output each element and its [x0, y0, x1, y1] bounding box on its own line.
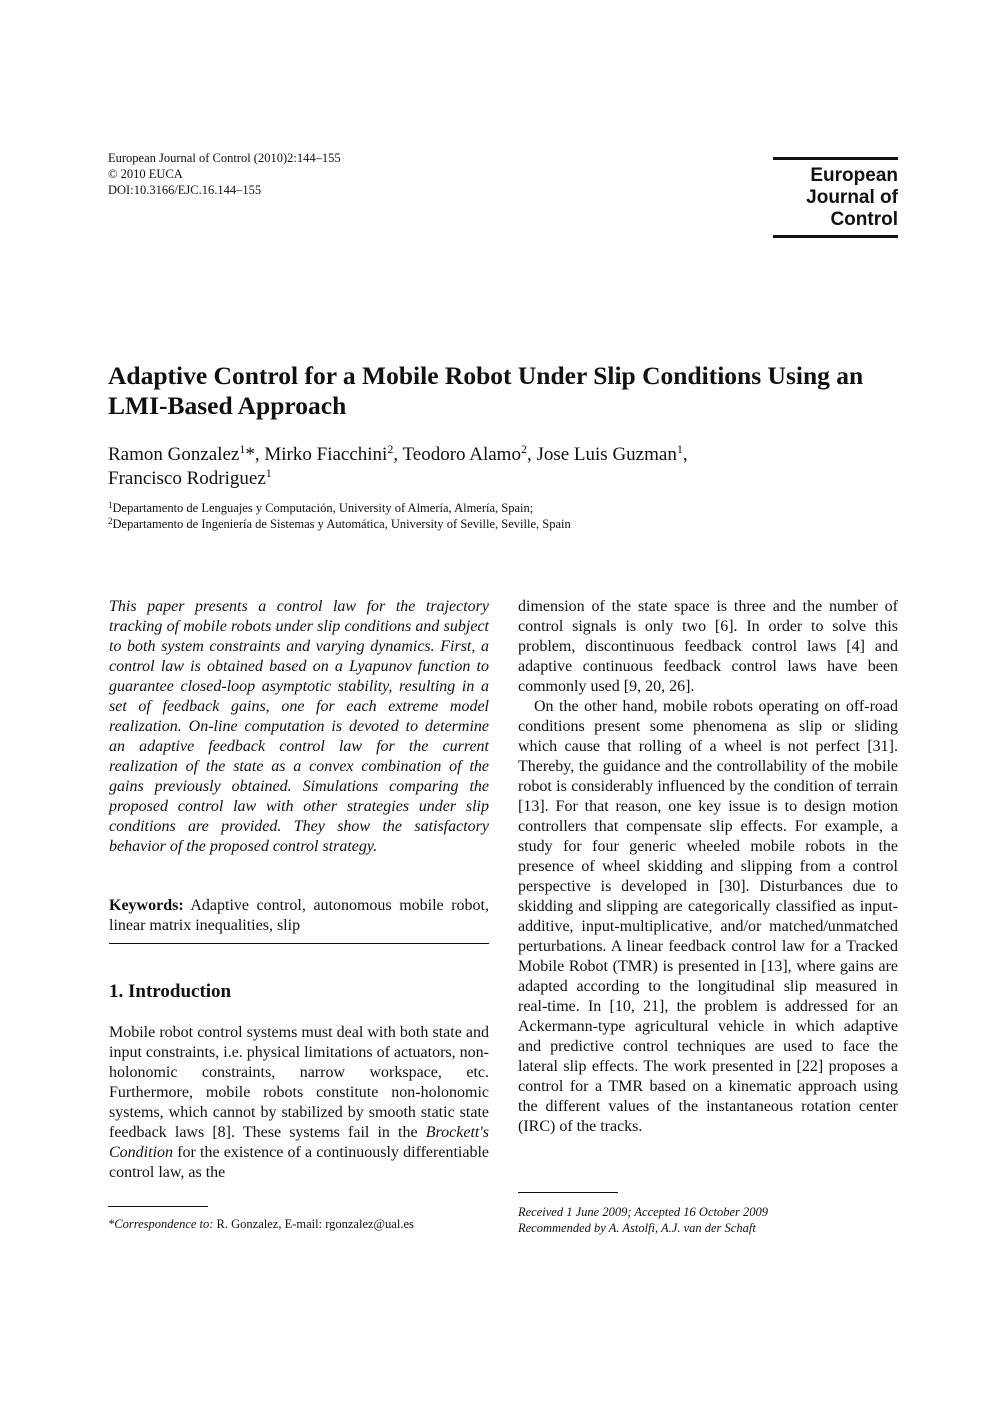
- keywords: [109, 896, 489, 936]
- correspondence-text: R. Gonzalez, E-mail: rgonzalez@ual.es: [213, 1217, 414, 1231]
- affiliation: $^1$Departamento de Lenguajes y Computación, University of Almería, Almería, Spain;: [108, 500, 534, 515]
- copyright: © 2010 EUCA: [108, 167, 183, 181]
- footnote-rule-left: [108, 1206, 208, 1207]
- section-heading-introduction: 1. Introduction: [109, 981, 232, 1002]
- editorial-dates: [518, 1204, 768, 1236]
- keywords-text: Adaptive control, autonomous mobile robot, linear matrix inequalities, slip: [109, 897, 489, 934]
- logo-line-3: Control: [830, 209, 898, 230]
- recommended-by: Recommended by A. Astolfi, A.J. van der Schaft: [518, 1221, 756, 1235]
- affiliations: [108, 500, 898, 532]
- paragraph: Mobile robot control systems must deal with both state and input constraints, i.e. physical limitations of actuators, non-holonomic constraints, narrow workspace, etc. Furthermore, mobile robots constitute non-holonomic systems, which cannot by stabilized by smooth static state feedback laws [8]. These systems fail in the Brockett's Condition for the existence of a continuously differentiable control law, as the: [109, 1024, 489, 1181]
- doi: DOI:10.3166/EJC.16.144–155: [108, 183, 262, 197]
- citation: European Journal of Control (2010)2:144–155: [108, 151, 341, 165]
- author: Ramon Gonzalez$^1$*,: [108, 442, 265, 465]
- section-divider: [109, 943, 489, 944]
- logo-line-2: Journal of: [806, 187, 898, 208]
- introduction-body: [109, 1023, 489, 1183]
- correspondence-footnote: [108, 1216, 414, 1232]
- affiliation: $^2$Departamento de Ingeniería de Sistemas y Automática, University of Seville, Seville, Spain: [108, 516, 571, 531]
- footnote-rule-right: [518, 1192, 618, 1193]
- paragraph: On the other hand, mobile robots operating on off-road conditions present some phenomena as slip or sliding which cause that rolling of a wheel is not perfect [31]. Thereby, the guidance and the controllability of the mobile robot is considerably influenced by the condition of terrain [13]. For that reason, one key issue is to design motion controllers that compensate slip effects. For example, a study for four generic wheeled mobile robots in the presence of wheel skidding and slipping from a control perspective is developed in [30]. Disturbances due to skidding and slipping are categorically classified as input-additive, input-multiplicative, and/or matched/unmatched perturbations. A linear feedback control law for a Tracked Mobile Robot (TMR) is presented in [13], where gains are adapted according to the longitudinal slip measured in real-time. In [10, 21], the problem is addressed for an Ackermann-type agricultural vehicle in which adaptive and predictive control techniques are used to face the lateral slip effects. The work presented in [22] proposes a control for a TMR based on a kinematic approach using the different values of the instantaneous rotation center (IRC) of the tracks.: [518, 698, 898, 1135]
- author: Teodoro Alamo$^2$,: [402, 442, 537, 465]
- paragraph: dimension of the state space is three and the number of control signals is only two [6]. In order to solve this problem, discontinuous feedback control laws [4] and adaptive continuous feedback control laws have been commonly used [9, 20, 26].: [518, 598, 898, 695]
- author-list: [108, 443, 898, 491]
- logo-line-1: European: [810, 165, 898, 186]
- author: Francisco Rodriguez$^1$: [108, 466, 272, 489]
- emphasis: Brockett's Condition: [109, 1124, 489, 1161]
- publication-info: [108, 150, 341, 198]
- article-title: Adaptive Control for a Mobile Robot Under Slip Conditions Using an LMI-Based Approach: [108, 361, 864, 420]
- journal-logo: [773, 157, 898, 238]
- keywords-label: Keywords:: [109, 897, 184, 914]
- received-date: Received 1 June 2009; Accepted 16 October 2009: [518, 1205, 769, 1219]
- abstract: This paper presents a control law for the trajectory tracking of mobile robots under slip conditions and subject to both system constraints and varying dynamics. First, a control law is obtained based on a Lyapunov function to guarantee closed-loop asymptotic stability, resulting in a set of feedback gains, one for each extreme model realization. On-line computation is devoted to determine an adaptive feedback control law for the current realization of the state as a convex combination of the gains previously obtained. Simulations comparing the proposed control law with other strategies under slip conditions are provided. They show the satisfactory behavior of the proposed control strategy.: [109, 598, 489, 855]
- author: Mirko Fiacchini$^2$,: [264, 442, 403, 465]
- correspondence-label: *Correspondence to:: [108, 1217, 214, 1231]
- right-column-body: [518, 597, 898, 1137]
- author: Jose Luis Guzman$^1$,: [536, 442, 688, 465]
